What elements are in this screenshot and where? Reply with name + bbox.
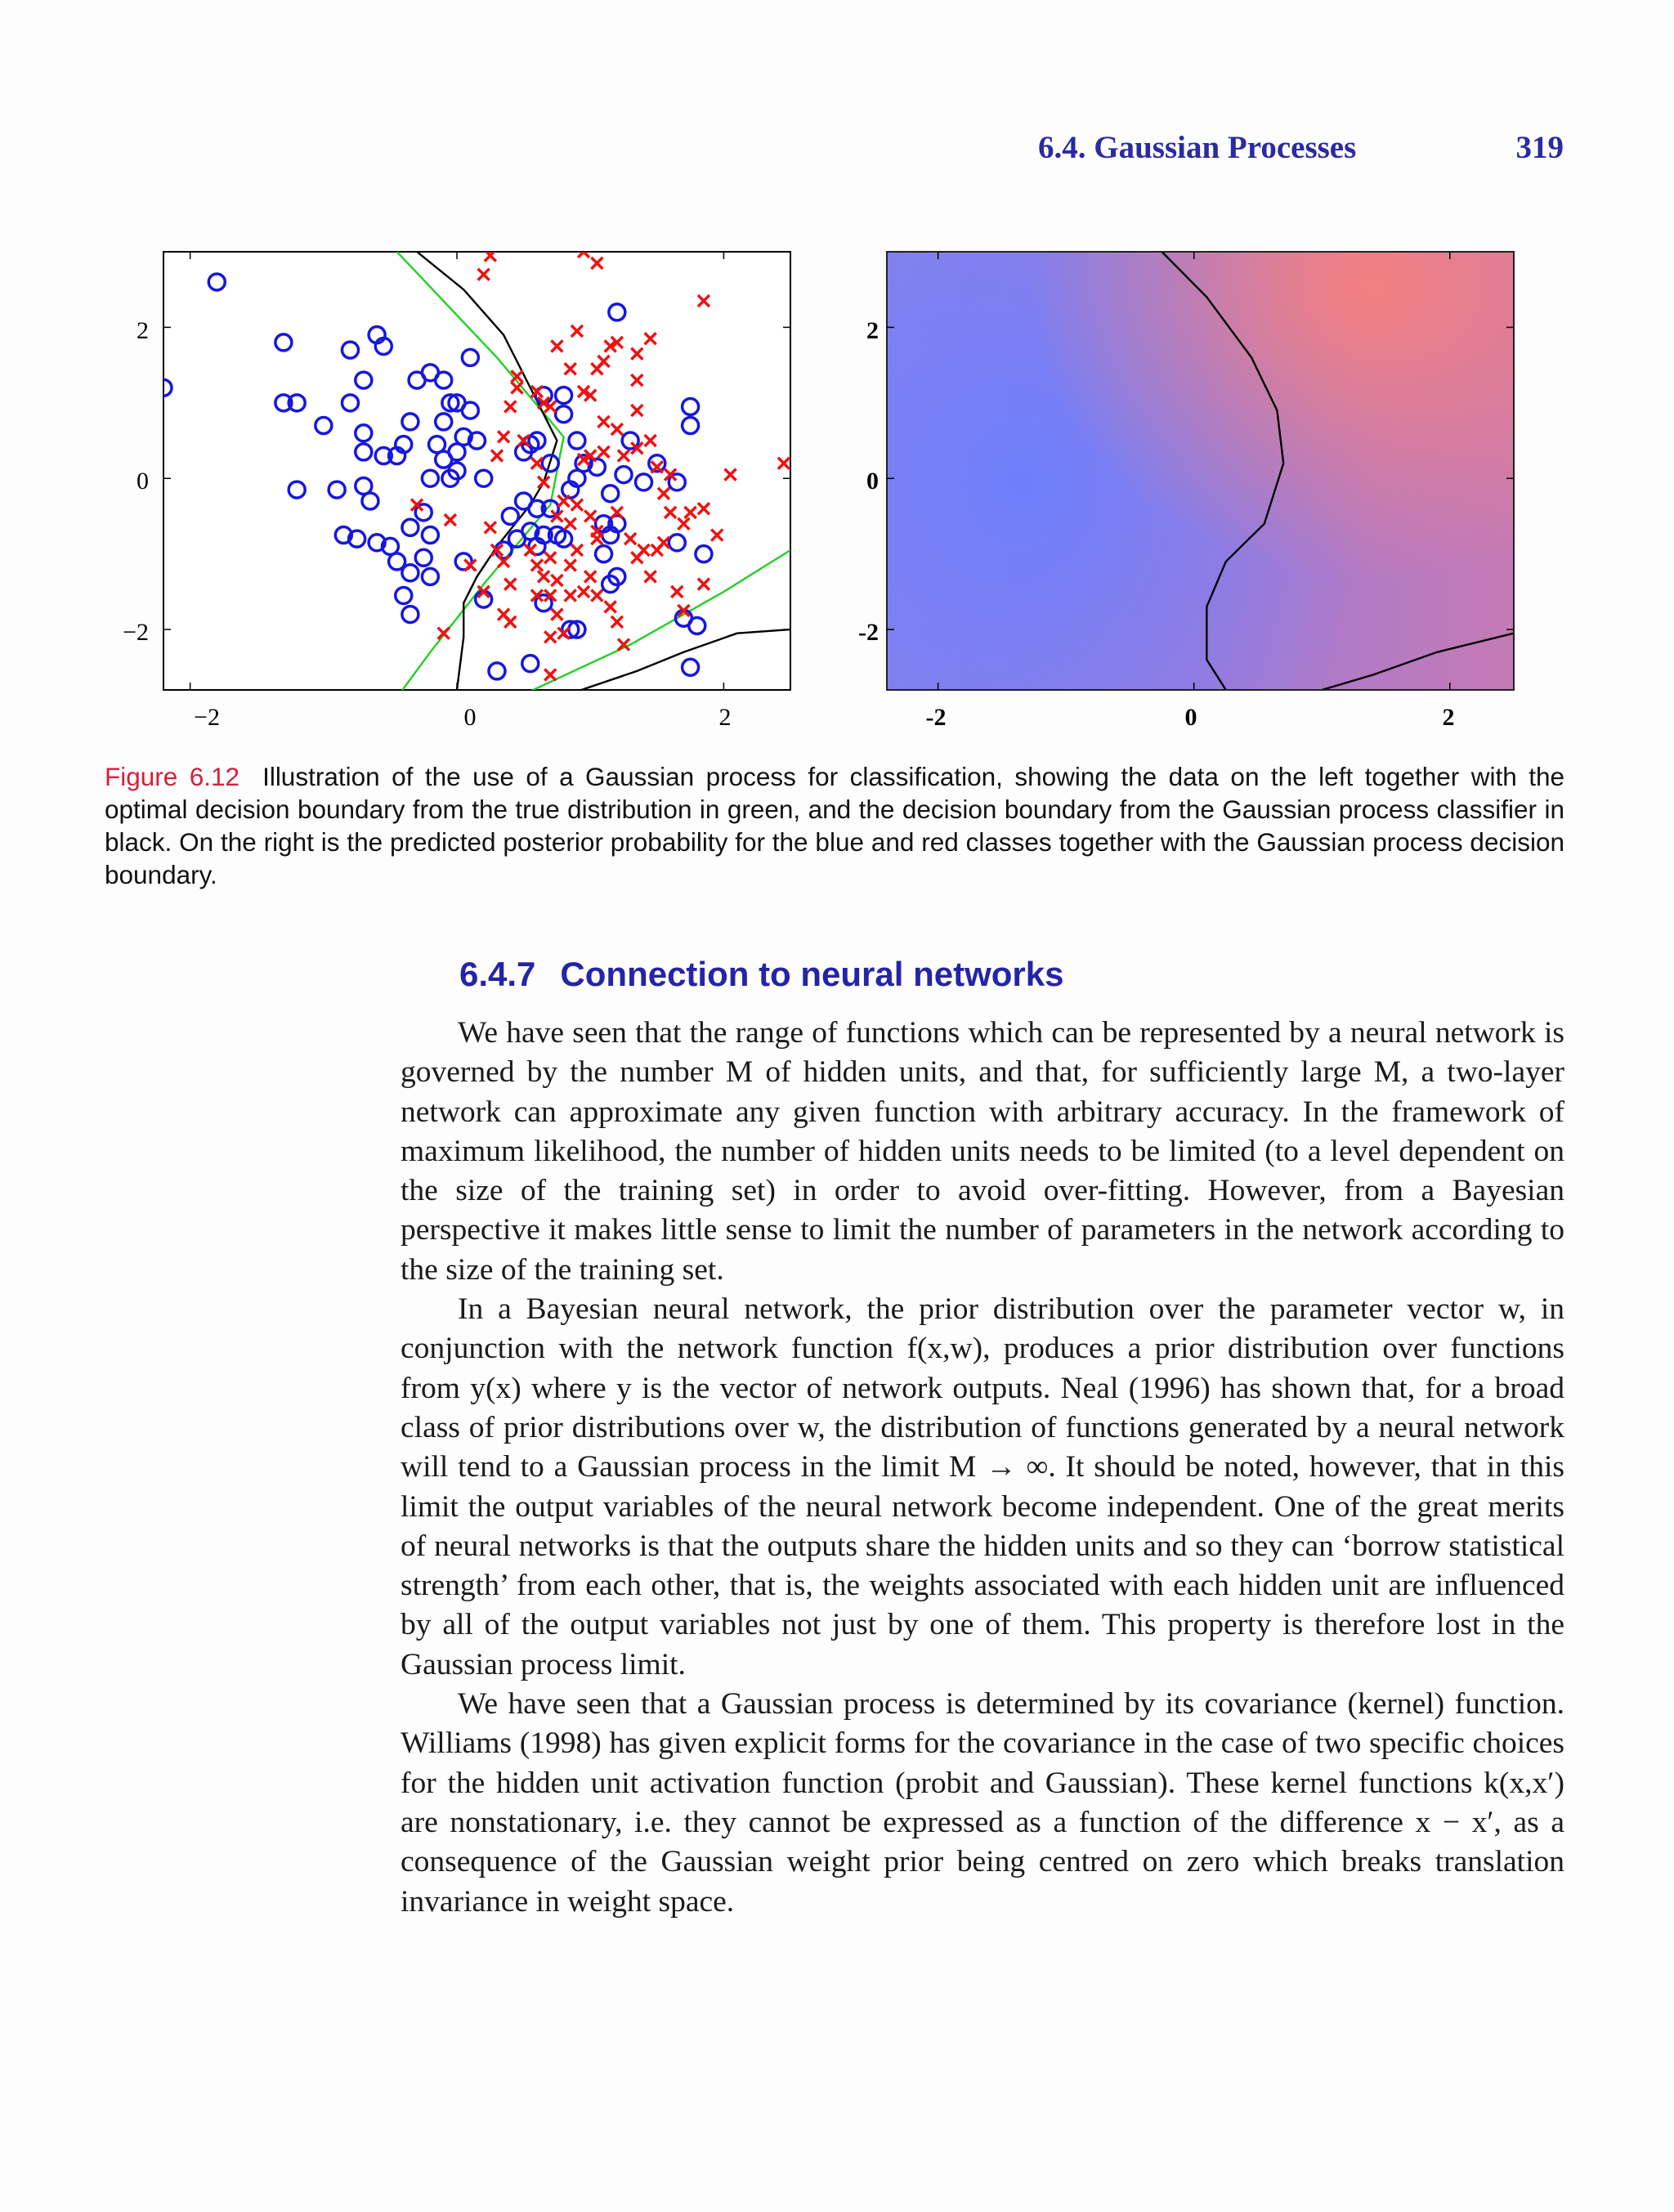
scatter-y-tick-2: 0	[137, 468, 149, 495]
section-heading	[459, 955, 1063, 994]
heatmap-x-tick-3: 2	[1442, 704, 1455, 728]
heatmap-y-tick-2: 0	[866, 468, 879, 495]
heatmap-x-tick-1: -2	[925, 704, 947, 728]
running-header	[1038, 129, 1564, 178]
figure-label: Figure 6.12	[105, 762, 240, 791]
figure-caption	[105, 760, 1564, 891]
scatter-x-tick-3: 2	[718, 704, 732, 728]
section-title: Connection to neural networks	[560, 955, 1064, 993]
body-text	[401, 1014, 1564, 1922]
header-section-title: 6.4. Gaussian Processes	[1038, 130, 1357, 165]
heatmap-y-tick-3: -2	[858, 619, 879, 646]
posterior-heatmap	[670, 237, 1537, 728]
figure-caption-text: Illustration of the use of a Gaussian process for classification, showing the data on the left together with the optimal decision boundary from the true distribution in green, and the decision boundary from the Gaussian process classifier in black. On the right is the predicted posterior probability for the blue and red classes together with the Gaussian process decision boundary.	[105, 762, 1564, 889]
paragraph-3: We have seen that a Gaussian process is determined by its covariance (kernel) function. Williams (1998) has given explicit forms for the covariance in the case of two specific choices for the hidden unit activation function (probit and Gaussian). These kernel functions k(x,x′) are nonstationary, i.e. they cannot be expressed as a function of the difference x − x′, as a consequence of the Gaussian weight prior being centred on zero which breaks translation invariance in weight space.	[401, 1687, 1564, 1919]
heatmap-y-tick-1: 2	[866, 317, 879, 344]
paragraph-2: In a Bayesian neural network, the prior distribution over the parameter vector w, in conjunction with the network function f(x,w), produces a prior distribution over functions from y(x) where y is the vector of network outputs. Neal (1996) has shown that, for a broad class of prior distributions over w, the distribution of functions generated by a neural network will tend to a Gaussian process in the limit M → ∞. It should be noted, however, that in this limit the output variables of the neural network become independent. One of the great merits of neural networks is that the outputs share the hidden units and so they can ‘borrow statistical strength’ from each other, that is, the weights associated with each hidden unit are influenced by all of the output variables not just by one of them. This property is therefore lost in the Gaussian process limit.	[401, 1292, 1564, 1681]
scatter-x-tick-2: 0	[463, 704, 477, 728]
scatter-plot	[123, 246, 790, 728]
figure-6-12	[98, 237, 1537, 728]
heatmap-x-tick-2: 0	[1184, 704, 1197, 728]
page-number: 319	[1515, 130, 1564, 165]
scatter-y-tick-3: −2	[123, 619, 149, 646]
scatter-x-tick-1: −2	[194, 704, 220, 728]
scatter-y-tick-1: 2	[137, 317, 149, 344]
section-number: 6.4.7	[459, 955, 536, 993]
paragraph-1: We have seen that the range of functions which can be represented by a neural network is governed by the number M of hidden units, and that, for sufficiently large M, a two-layer network can approximate any given function with arbitrary accuracy. In the framework of maximum likelihood, the number of hidden units needs to be limited (to a level dependent on the size of the training set) in order to avoid over-fitting. However, from a Bayesian perspective it makes little sense to limit the number of parameters in the network according to the size of the training set.	[401, 1016, 1564, 1287]
scatter-frame	[163, 252, 790, 690]
